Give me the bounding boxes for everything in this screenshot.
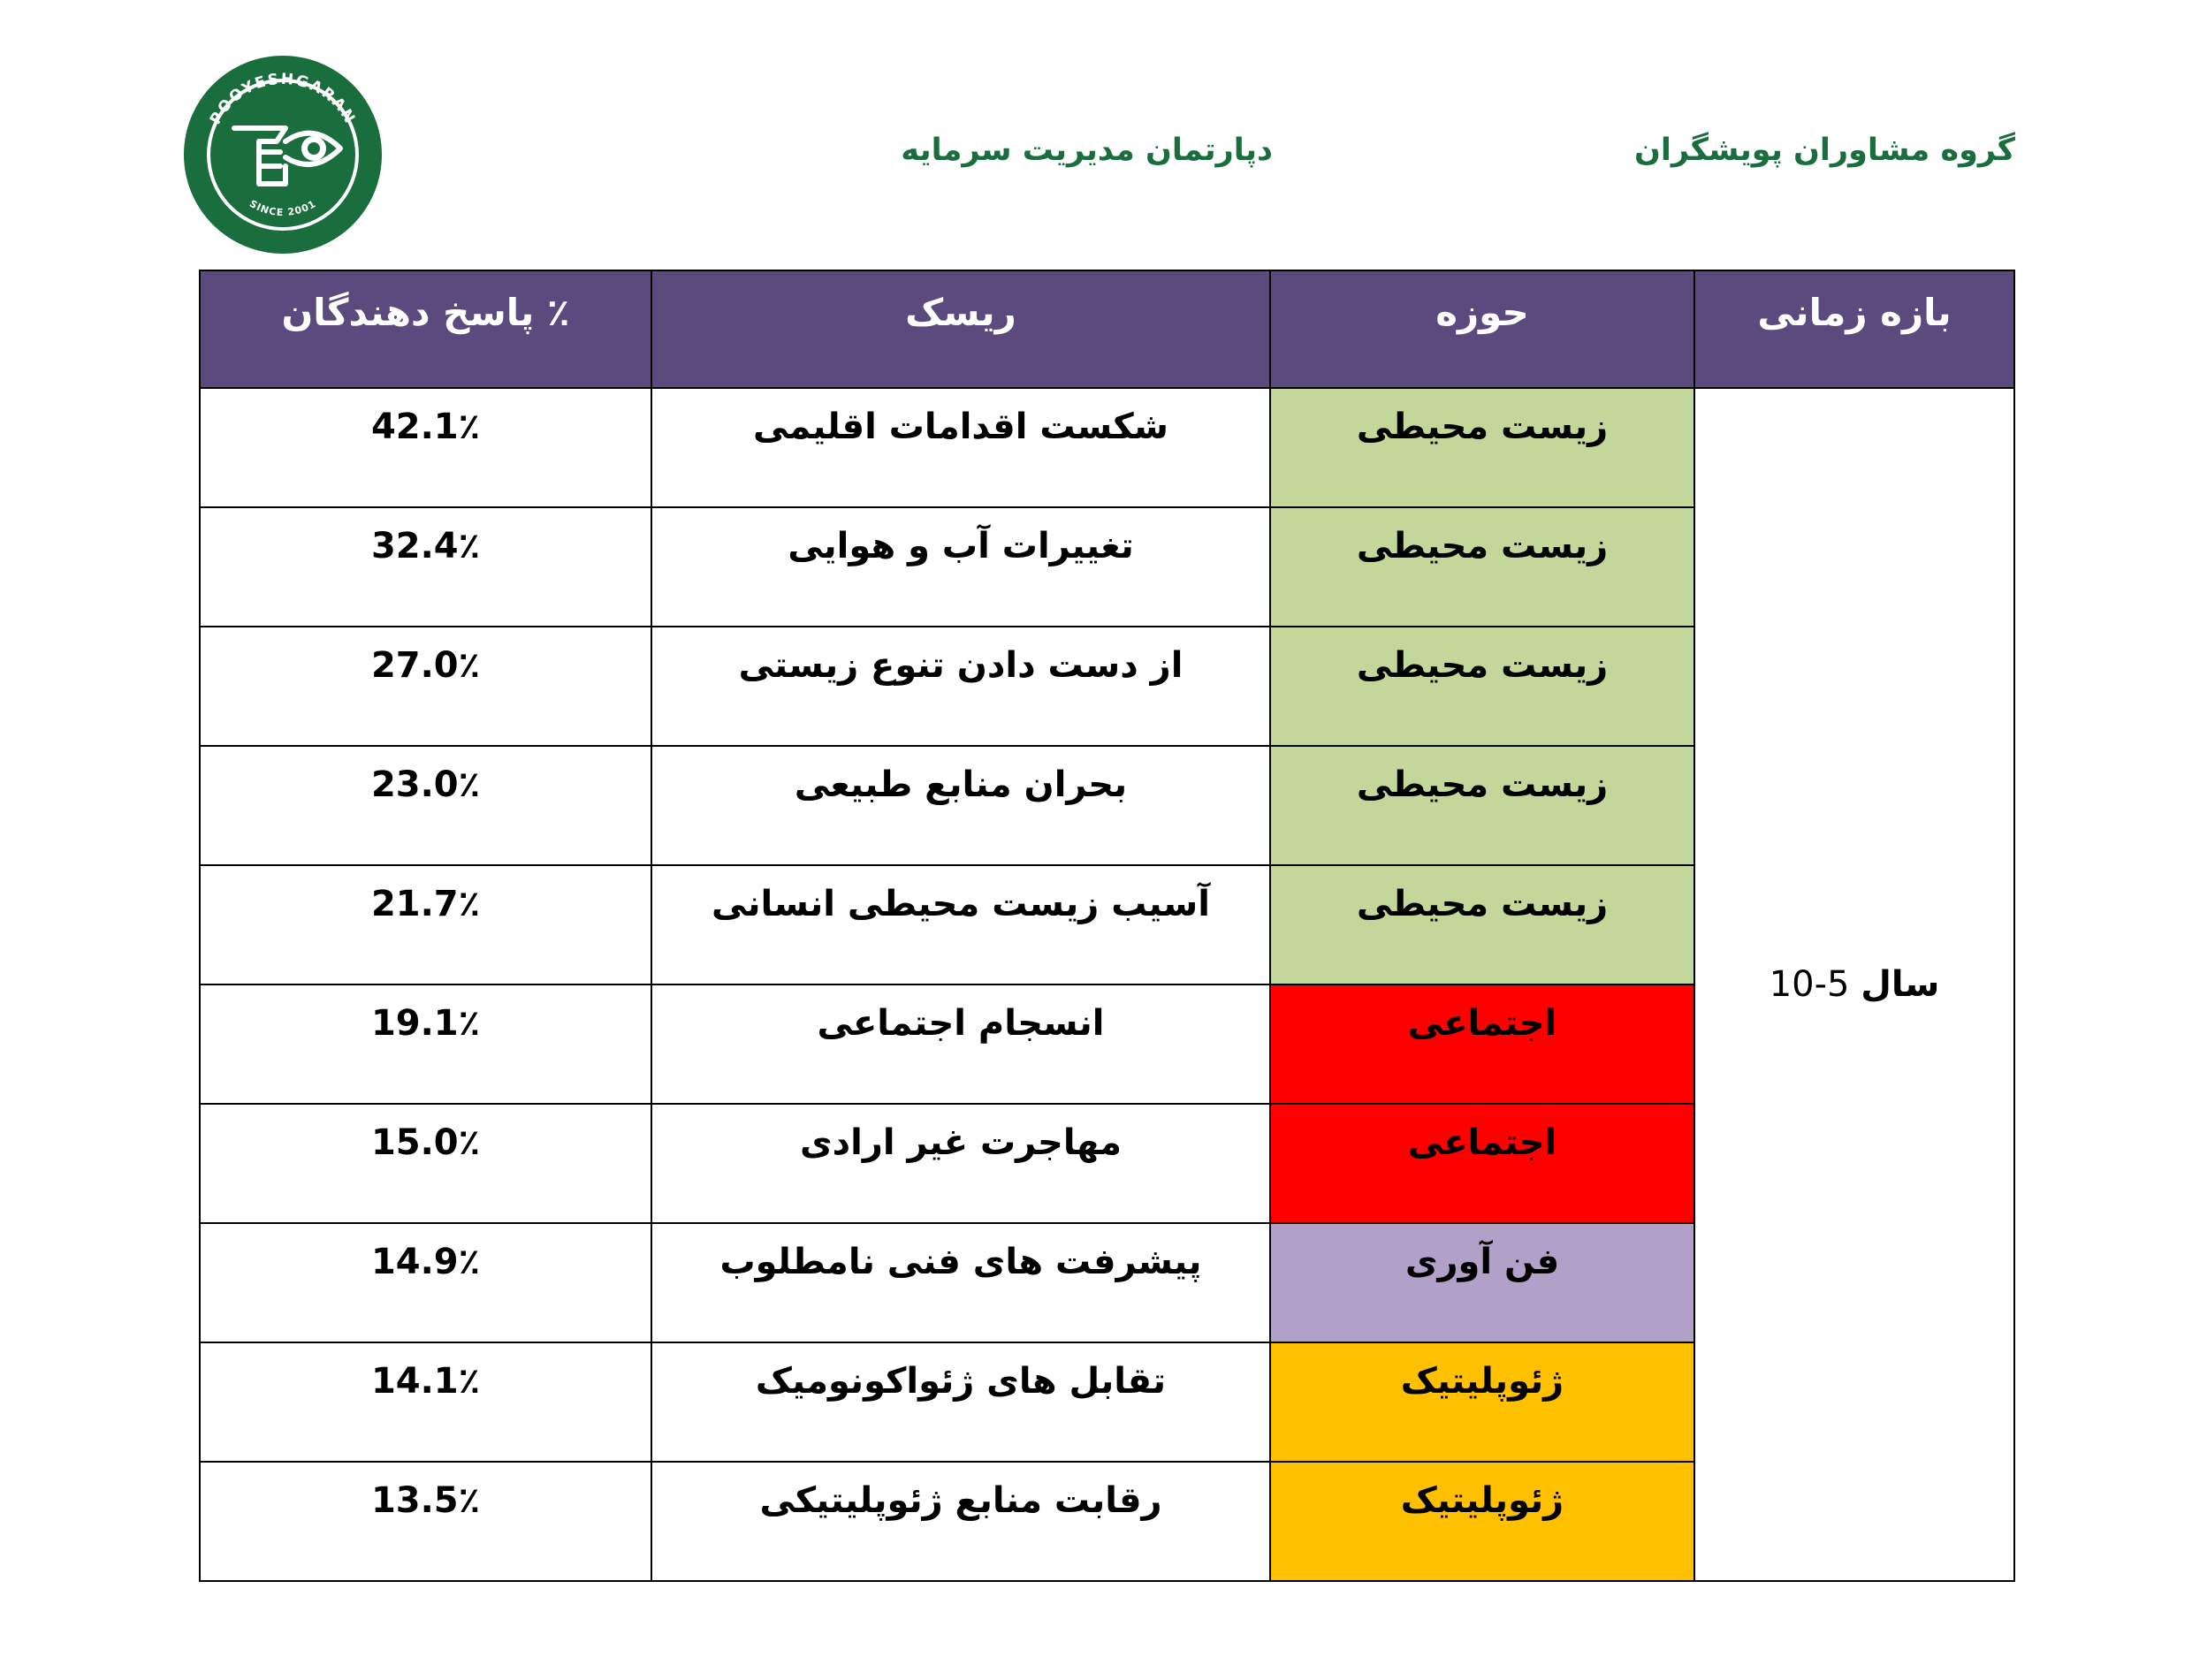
period-label: سال [1861,964,1940,1005]
percent-cell: 13.5٪ [200,1462,651,1581]
risk-cell: مهاجرت غیر ارادی [651,1104,1270,1223]
pooyeshgaran-logo [181,53,384,256]
domain-cell: اجتماعی [1270,1104,1694,1223]
domain-cell: زیست محیطی [1270,388,1694,507]
header-domain: حوزه [1270,270,1694,388]
percent-cell: 27.0٪ [200,627,651,746]
risk-cell: تقابل های ژئواکونومیک [651,1342,1270,1462]
percent-cell: 14.1٪ [200,1342,651,1462]
logo-arc-text: POOYESHGARAN [206,70,360,128]
risk-cell: بحران منابع طبیعی [651,746,1270,865]
domain-cell: فن آوری [1270,1223,1694,1342]
header-period: بازه زمانی [1694,270,2014,388]
risk-cell: از دست دادن تنوع زیستی [651,627,1270,746]
logo-since-text: SINCE 2001 [247,197,319,219]
domain-cell: زیست محیطی [1270,746,1694,865]
period-value: 5-10 [1769,964,1850,1005]
domain-cell: ژئوپلیتیک [1270,1342,1694,1462]
domain-cell: زیست محیطی [1270,507,1694,627]
domain-cell: اجتماعی [1270,984,1694,1104]
domain-cell: ژئوپلیتیک [1270,1462,1694,1581]
department-name: دپارتمان مدیریت سرمایه [901,133,1273,168]
percent-cell: 19.1٪ [200,984,651,1104]
period-cell [1694,388,2014,1581]
domain-cell: زیست محیطی [1270,865,1694,984]
percent-cell: 32.4٪ [200,507,651,627]
table-header-row [200,270,2014,388]
percent-cell: 15.0٪ [200,1104,651,1223]
percent-cell: 21.7٪ [200,865,651,984]
header-percent: ٪ پاسخ دهندگان [200,270,651,388]
table-row [200,388,2014,507]
domain-cell: زیست محیطی [1270,627,1694,746]
company-name: گروه مشاوران پویشگران [1634,133,2015,168]
percent-cell: 14.9٪ [200,1223,651,1342]
risk-cell: رقابت منابع ژئوپلیتیکی [651,1462,1270,1581]
risk-cell: تغییرات آب و هوایی [651,507,1270,627]
percent-cell: 23.0٪ [200,746,651,865]
risk-cell: انسجام اجتماعی [651,984,1270,1104]
risk-table [199,270,2015,1582]
percent-cell: 42.1٪ [200,388,651,507]
risk-cell: پیشرفت های فنی نامطلوب [651,1223,1270,1342]
risk-cell: آسیب زیست محیطی انسانی [651,865,1270,984]
risk-cell: شکست اقدامات اقلیمی [651,388,1270,507]
header-risk: ریسک [651,270,1270,388]
